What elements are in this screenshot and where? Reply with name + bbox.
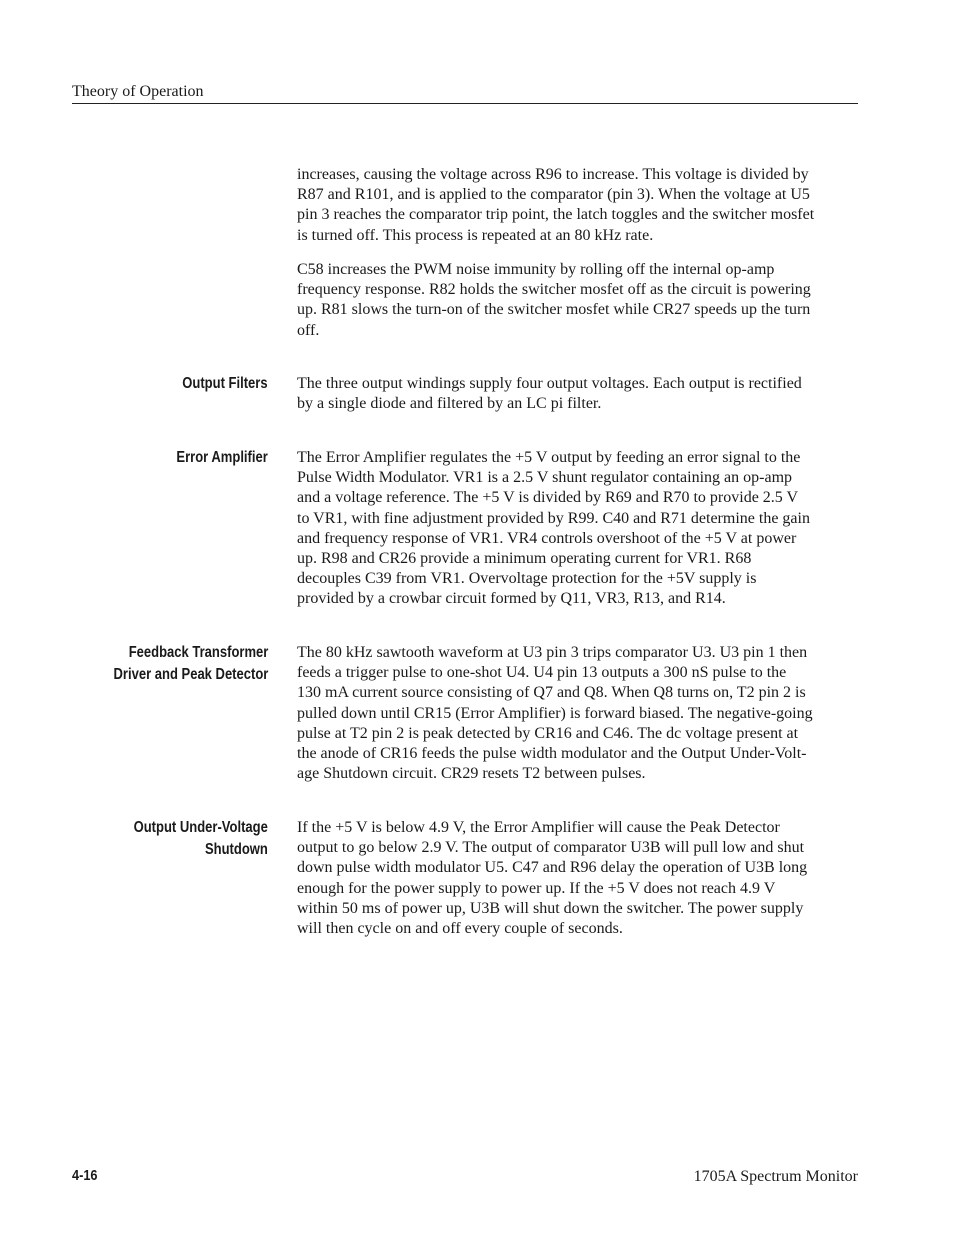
product-name: 1705A Spectrum Monitor [693, 1168, 858, 1185]
text-line: provided by a crowbar circuit formed by Q11, VR3, R13, and R14. [297, 590, 726, 608]
intro-paragraph-2 [297, 260, 862, 341]
intro-paragraph-1 [297, 165, 862, 246]
text-line: within 50 ms of power up, U3B will shut down the switcher. The power supply [297, 899, 804, 917]
text-line: to VR1, with fine adjustment provided by R99. C40 and R71 determine the gain [297, 509, 810, 527]
text-line: up. R81 slows the turn-on of the switcher mosfet while CR27 speeds up the turn [297, 301, 811, 319]
text-line: by a single diode and filtered by an LC pi filter. [297, 395, 602, 413]
text-line: C58 increases the PWM noise immunity by rolling off the internal op-amp [297, 261, 775, 278]
heading-line: Feedback Transformer [128, 644, 268, 661]
page-number: 4-16 [72, 1167, 98, 1184]
section-body-feedback-transformer [297, 643, 862, 784]
section-body-output-under-voltage-shutdown [297, 818, 862, 939]
text-line: increases, causing the voltage across R96 to increase. This voltage is divided by [297, 166, 809, 183]
text-line: output to go below 2.9 V. The output of comparator U3B will pull low and shut [297, 839, 805, 857]
text-line: is turned off. This process is repeated at an 80 kHz rate. [297, 226, 654, 244]
text-line: frequency response. R82 holds the switcher mosfet off as the circuit is powering [297, 281, 811, 299]
text-line: decouples C39 from VR1. Overvoltage protection for the +5V supply is [297, 570, 757, 588]
text-line: up. R98 and CR26 provide a minimum operating current for VR1. R68 [297, 550, 752, 568]
text-line: pulse at T2 pin 2 is peak detected by CR16 and C46. The dc voltage present at [297, 724, 799, 742]
text-line: If the +5 V is below 4.9 V, the Error Amplifier will cause the Peak Detector [297, 819, 780, 836]
text-line: The 80 kHz sawtooth waveform at U3 pin 3 trips comparator U3. U3 pin 1 then [297, 644, 808, 661]
text-line: R87 and R101, and is applied to the comparator (pin 3). When the voltage at U5 [297, 186, 810, 204]
text-line: The Error Amplifier regulates the +5 V output by feeding an error signal to the [297, 449, 801, 466]
text-line: off. [297, 321, 320, 339]
heading-line: Error Amplifier [176, 449, 268, 466]
running-header-title: Theory of Operation [72, 83, 204, 100]
text-line: 130 mA current source consisting of Q7 and Q8. When Q8 turns on, T2 pin 2 is [297, 684, 806, 702]
text-line: pulled down until CR15 (Error Amplifier) is forward biased. The negative-going [297, 704, 813, 722]
text-line: down pulse width modulator U5. C47 and R96 delay the operation of U3B long [297, 859, 808, 877]
section-heading-error-amplifier [177, 447, 268, 469]
text-line: will then cycle on and off every couple of seconds. [297, 920, 623, 938]
text-line: Pulse Width Modulator. VR1 is a 2.5 V shunt regulator containing an op-amp [297, 469, 793, 487]
section-heading-feedback-transformer [113, 642, 268, 686]
section-body-output-filters [297, 374, 862, 414]
text-line: pin 3 reaches the comparator trip point, the latch toggles and the switcher mosfet [297, 206, 815, 224]
text-line: age Shutdown circuit. CR29 resets T2 between pulses. [297, 765, 646, 783]
text-line: and frequency response of VR1. VR4 controls overshoot of the +5 V at power [297, 529, 797, 547]
section-heading-output-under-voltage-shutdown [134, 817, 268, 861]
section-heading-output-filters [183, 373, 268, 395]
text-line: feeds a trigger pulse to one-shot U4. U4 pin 13 outputs a 300 nS pulse to the [297, 664, 787, 682]
heading-line: Output Under-Voltage [133, 819, 268, 836]
heading-line: Driver and Peak Detector [113, 666, 268, 683]
text-line: enough for the power supply to power up. If the +5 V does not reach 4.9 V [297, 879, 776, 897]
header-rule [72, 103, 858, 104]
text-line: and a voltage reference. The +5 V is divided by R69 and R70 to provide 2.5 V [297, 489, 799, 507]
text-line: The three output windings supply four output voltages. Each output is rectified [297, 375, 802, 392]
text-line: the anode of CR16 feeds the pulse width modulator and the Output Under-Volt- [297, 745, 807, 763]
heading-line: Shutdown [205, 841, 268, 858]
section-body-error-amplifier [297, 448, 862, 610]
heading-line: Output Filters [182, 375, 268, 392]
